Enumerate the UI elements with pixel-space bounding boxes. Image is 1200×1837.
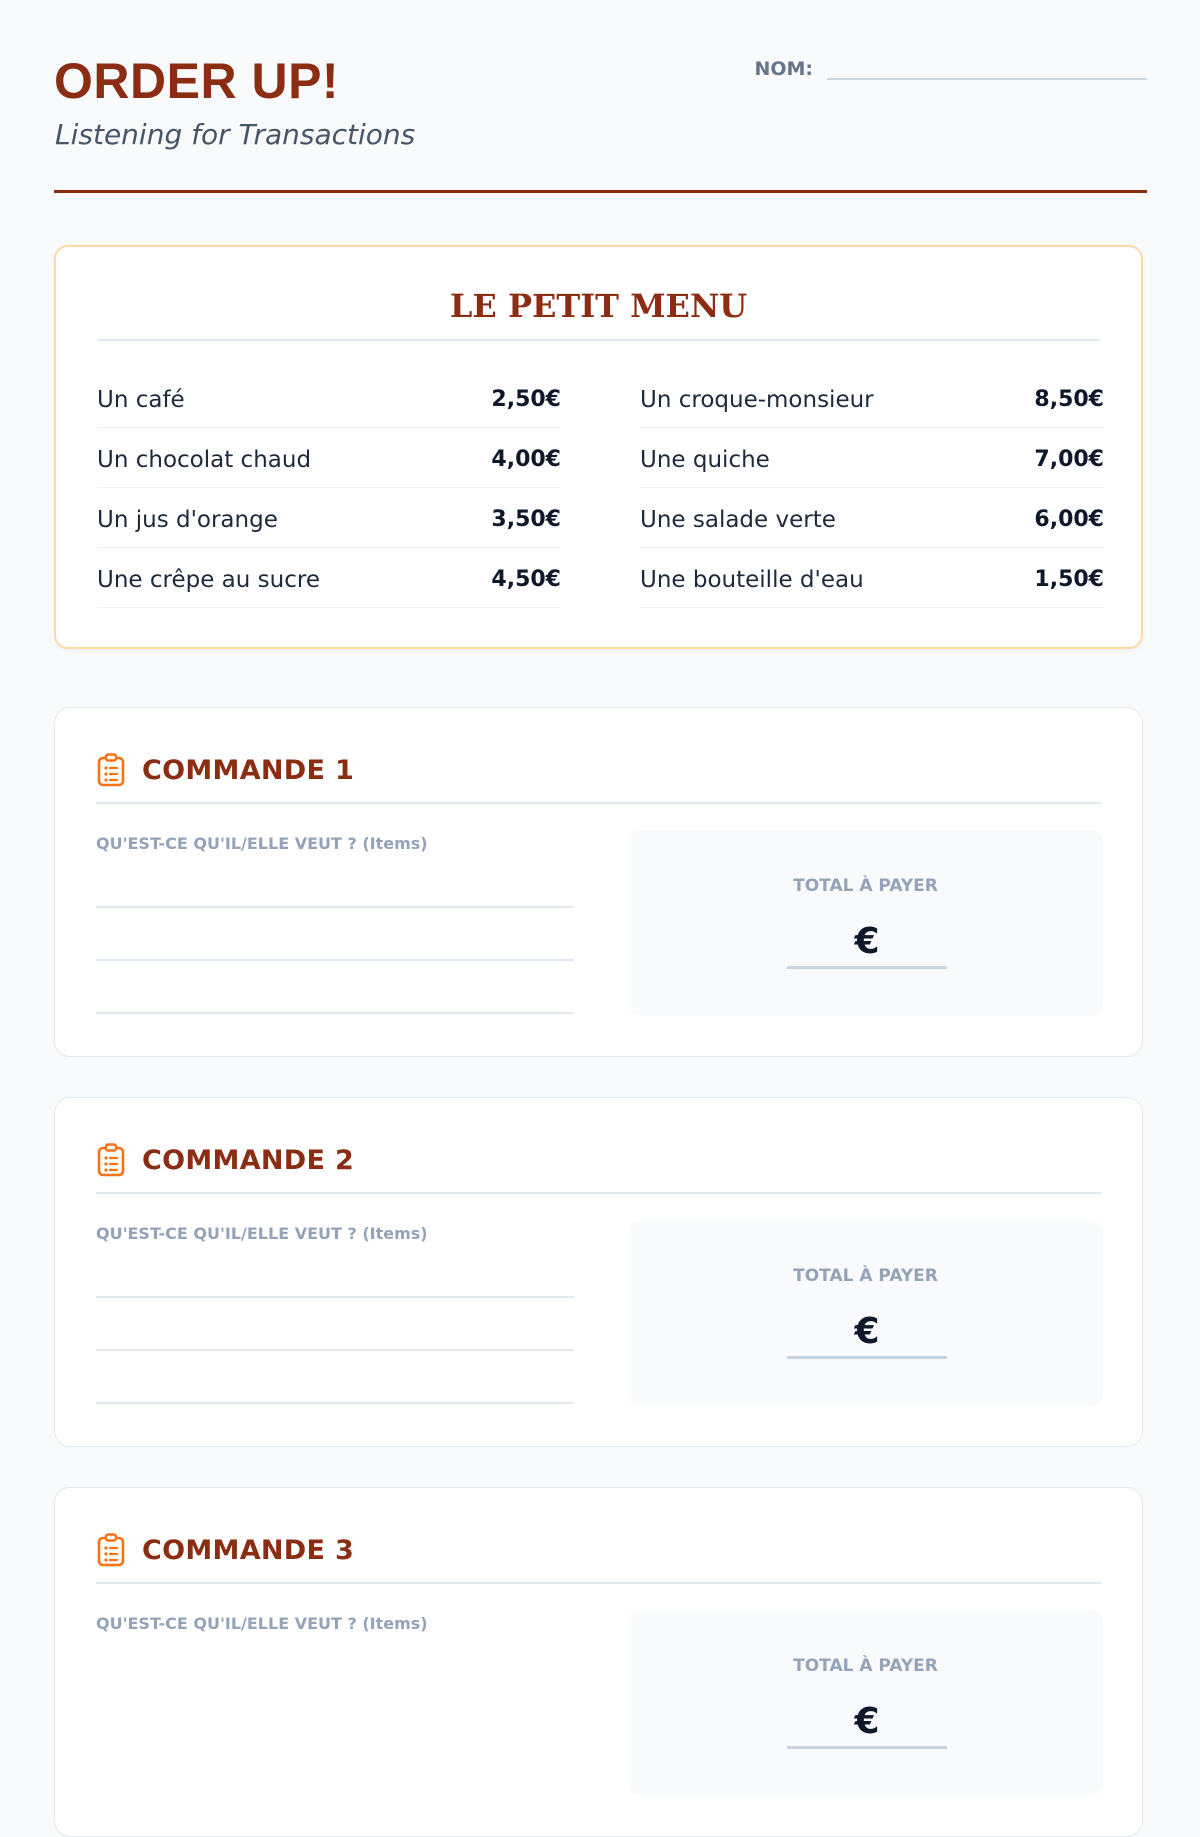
order-header (96, 1136, 1101, 1194)
items-write-line[interactable] (96, 1402, 574, 1404)
order-card-1 (54, 707, 1143, 1057)
menu-item-name: Une salade verte (640, 506, 836, 533)
menu-item (97, 428, 561, 488)
total-input[interactable]: € (787, 1308, 947, 1359)
items-write-line[interactable] (96, 906, 574, 908)
total-label: TOTAL À PAYER (793, 1266, 938, 1286)
menu-item-price: 1,50€ (1034, 567, 1104, 592)
page-title: ORDER UP! (54, 53, 340, 109)
menu-item-price: 4,50€ (491, 567, 561, 592)
order-title: COMMANDE 1 (142, 754, 355, 786)
clipboard-list-icon (96, 1533, 126, 1567)
page-subtitle: Listening for Transactions (55, 118, 416, 151)
menu-title: LE PETIT MENU (97, 287, 1100, 341)
menu-item-name: Un café (97, 386, 185, 413)
items-write-line[interactable] (96, 959, 574, 961)
items-write-line[interactable] (96, 1012, 574, 1014)
menu-item (97, 368, 561, 428)
clipboard-list-icon (96, 1143, 126, 1177)
menu-item (640, 548, 1104, 608)
total-box (628, 830, 1103, 1016)
total-label: TOTAL À PAYER (793, 1656, 938, 1676)
menu-item (97, 548, 561, 608)
menu-item-price: 6,00€ (1034, 507, 1104, 532)
name-label: NOM: (754, 58, 813, 80)
total-label: TOTAL À PAYER (793, 876, 938, 896)
menu-item (640, 488, 1104, 548)
items-label: QU'EST-CE QU'IL/ELLE VEUT ? (Items) (96, 834, 428, 853)
menu-column-right (640, 368, 1104, 608)
order-title: COMMANDE 2 (142, 1144, 355, 1176)
menu-item-name: Un croque-monsieur (640, 386, 874, 413)
clipboard-list-icon (96, 753, 126, 787)
menu-item-name: Une quiche (640, 446, 770, 473)
order-header (96, 1526, 1101, 1584)
worksheet-page (54, 0, 1147, 1742)
menu-item-price: 8,50€ (1034, 387, 1104, 412)
total-box (628, 1610, 1103, 1796)
order-card-3 (54, 1487, 1143, 1837)
menu-item (97, 488, 561, 548)
name-field-group (754, 52, 1147, 80)
order-card-2 (54, 1097, 1143, 1447)
menu-item-price: 7,00€ (1034, 447, 1104, 472)
menu-item-name: Un chocolat chaud (97, 446, 312, 473)
items-label: QU'EST-CE QU'IL/ELLE VEUT ? (Items) (96, 1614, 428, 1633)
name-input-line[interactable] (827, 52, 1147, 80)
items-write-line[interactable] (96, 1296, 574, 1298)
menu-item (640, 368, 1104, 428)
menu-item-price: 2,50€ (491, 387, 561, 412)
menu-item (640, 428, 1104, 488)
menu-card (54, 245, 1143, 649)
order-title: COMMANDE 3 (142, 1534, 355, 1566)
menu-item-price: 3,50€ (491, 507, 561, 532)
total-input[interactable]: € (787, 918, 947, 969)
menu-column-left (97, 368, 561, 608)
items-label: QU'EST-CE QU'IL/ELLE VEUT ? (Items) (96, 1224, 428, 1243)
worksheet-header (54, 0, 1147, 193)
total-input[interactable]: € (787, 1698, 947, 1749)
order-header (96, 746, 1101, 804)
items-write-line[interactable] (96, 1349, 574, 1351)
menu-item-price: 4,00€ (491, 447, 561, 472)
menu-item-name: Un jus d'orange (97, 506, 278, 533)
menu-item-name: Une crêpe au sucre (97, 566, 320, 593)
total-box (628, 1220, 1103, 1406)
menu-item-name: Une bouteille d'eau (640, 566, 864, 593)
